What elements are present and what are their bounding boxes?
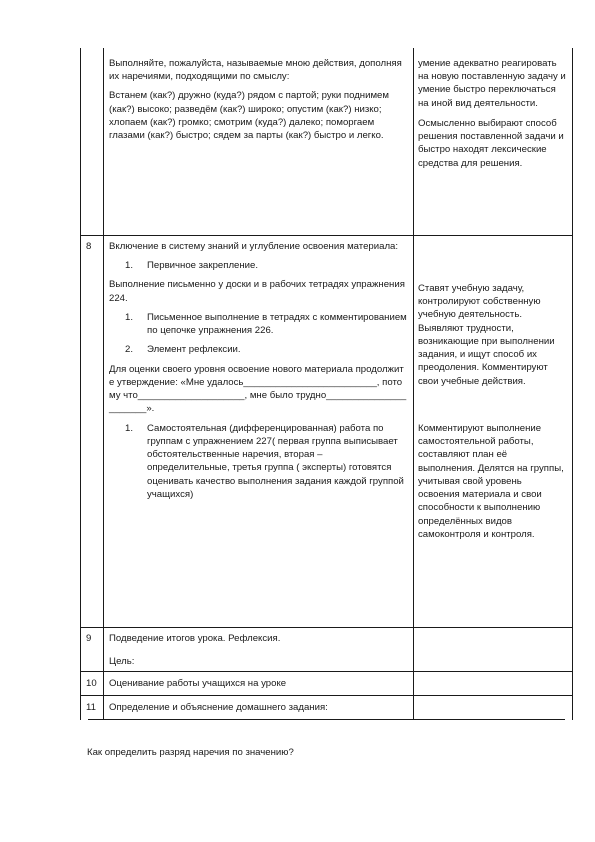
lesson-table xyxy=(80,48,573,720)
row8-reflection-prompt: Для оценки своего уровня освоение нового материала продолжите утверждение: «Мне удалось_________________________, потому что____________________, мне было трудно______________________». xyxy=(109,363,407,415)
row8-outcome-text-2: Комментируют выполнение самостоятельной работы, составляют план её выполнения. Делятся на группы, учитывая свой уровень освоения материала и свои способности к выполнению определённых видов самоконтроля и контроля. xyxy=(418,422,564,540)
row9-goal: Цель: xyxy=(109,656,135,668)
table-col-divider-2 xyxy=(413,48,414,720)
intro-outcome-text-1: умение адекватно реагировать на новую поставленную задачу и умение быстро переключаться на иной вид деятельности. xyxy=(418,58,566,109)
list-item xyxy=(125,343,407,356)
row-number: 8 xyxy=(86,241,92,252)
row-number: 10 xyxy=(86,678,97,689)
row11-title: Определение и объяснение домашнего задания: xyxy=(109,702,328,713)
table-col-divider-1 xyxy=(103,48,104,720)
row-number: 11 xyxy=(86,702,96,713)
intro-content-cell xyxy=(109,57,407,148)
row9-content-cell xyxy=(109,632,407,674)
row8-content-cell xyxy=(109,240,407,507)
table-row-divider xyxy=(80,235,573,236)
list-marker: 1. xyxy=(125,311,134,323)
intro-outcome-text-2: Осмысленно выбирают способ решения поставленной задачи и быстро находят лексические средства для решения. xyxy=(418,117,564,169)
intro-outcome-cell xyxy=(418,57,566,177)
row11-content-cell xyxy=(109,701,407,720)
row8-exercise: Выполнение письменно у доски и в рабочих тетрадях упражнения 224. xyxy=(109,279,405,304)
list-item-text: Первичное закрепление. xyxy=(147,260,259,272)
list-item-text: Самостоятельная (дифференцированная) работа по группам с упражнением 227( первая группа выписывает обстоятельственные наречия, вторая – определительные, третья группа ( эксперты) готовятся оценивать качество выполнения задания каждой группой учащихся) xyxy=(147,422,404,500)
intro-actions-text: Встанем (как?) дружно (куда?) рядом с партой; руки поднимем (как?) высоко; разведём (как?) широко; опустим (как?) низко; хлопаем (как?) громко; смотрим (куда?) далеко; поморгаем глазами (как?) быстро; сядем за парты (как?) быстро и легко. xyxy=(109,90,389,142)
list-item xyxy=(125,311,407,337)
row9-title: Подведение итогов урока. Рефлексия. xyxy=(109,633,281,644)
row8-outcome-text-1: Ставят учебную задачу, контролируют собственную учебную деятельность. Выявляют трудности, возникающие при выполнении задания, и ищут способ их преодоления. Комментируют свои учебные действия. xyxy=(418,283,555,387)
row8-list-1 xyxy=(109,259,407,272)
row8-title: Включение в систему знаний и углубление освоения материала: xyxy=(109,241,399,252)
row8-list-3 xyxy=(109,422,407,501)
list-marker: 1. xyxy=(125,422,134,434)
row8-list-2 xyxy=(109,311,407,357)
list-item-text: Элемент рефлексии. xyxy=(147,344,241,356)
table-row-divider xyxy=(80,627,573,628)
row10-content-cell xyxy=(109,677,407,696)
footer-question: Как определить разряд наречия по значению? xyxy=(87,747,294,758)
row8-outcome-cell xyxy=(418,282,566,548)
table-border-right xyxy=(572,48,573,720)
list-item-text: Письменное выполнение в тетрадях с комментированием по цепочке упражнения 226. xyxy=(147,311,407,337)
table-border-left xyxy=(80,48,81,720)
list-item xyxy=(125,259,407,272)
list-marker: 1. xyxy=(125,260,134,272)
row-number: 9 xyxy=(86,633,92,644)
row10-title: Оценивание работы учащихся на уроке xyxy=(109,678,287,689)
list-marker: 2. xyxy=(125,344,134,356)
list-item xyxy=(125,422,407,501)
intro-instruction: Выполняйте, пожалуйста, называемые мною действия, дополняя их наречиями, подходящими по смыслу: xyxy=(109,58,402,83)
